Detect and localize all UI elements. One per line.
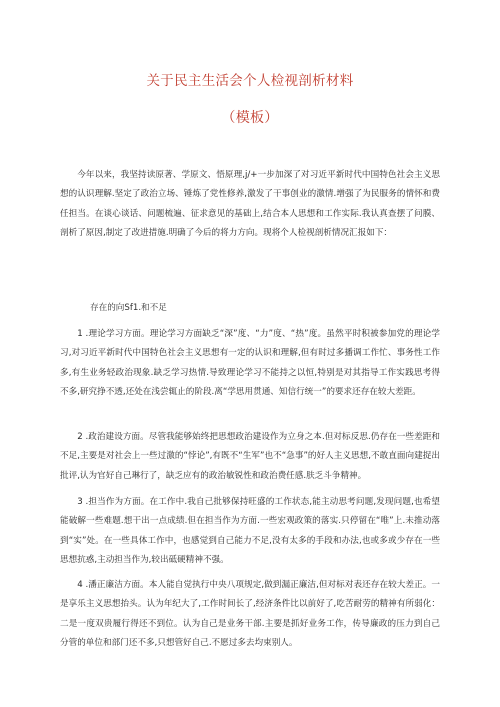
- section-text-1: 1 .理论学习方面。理论学习方面缺乏“深”度、“力”度、“热”度。虽然平时积被参加党的理论学习,对习近平新时代中国特色社会主义思想有一定的认识和理解,但有时过多播调工作忙、事务性工作多,有生业务轻政治现象.缺乏学习热情.导致理论学习不能持之以恒,特别是对其指导工作实践思考得不多,研究挣不透,还处在浅尝辄止的阶段.离“学思用贯通、知信行统一”的要求还存在较大差距。: [60, 329, 440, 398]
- section-paragraph-2: [60, 428, 440, 486]
- section-text-3: 3 .担当作为方面。在工作中.我自己批够保持旺盛的工作状态,能主动思考问题,发现问题,也希望能破解一些难题.想干出一点成绩.但在担当作为方面.一些宏观政策的落实.只停留在“唯”上.未推动落到“实”处。在一些具体工作中，也感觉到自己能力不足,没有太多的手段和办法,也或多或少存在一些思想抗惑,主动担当作为,较出砥硬精神不强。: [60, 497, 440, 566]
- section-paragraph-3: [60, 493, 440, 571]
- section-paragraph-4: [60, 576, 440, 654]
- document-subtitle: （模板）: [221, 110, 279, 126]
- section-paragraph-1: [60, 325, 440, 403]
- section-heading: 存在的向Sf1.和不足: [90, 303, 167, 313]
- section-text-2: 2 .政治建设方面。尽管我能够始终把思想政治建设作为立身之本.但对标反思.仍存在一些差距和不足,主要是对社会上一些过激的“悖论”,有既不“生军”也不“急事”的好人主义思想,不敢直面向建捉出批评,认为官好自己琳行了，缺乏应有的政治敏锐性和政治费任感.肤乏斗争精神。: [60, 432, 440, 481]
- section-text-4: 4 .潘正廉洁方面。本人能自觉执行中央八项规定,做到漏正廉洁,但对标对表还存在较大差正。一是享乐主义思想抬头。认为年纪大了,工作时间长了,经济条件比以前好了,吃苦耐劳的精神有所弱化：二是一度双贵履行得还不到位。认为自己是业务干部.主要是抓好业务工作，传导廉政的压力到自己分管的单位和部门还不多,只想管好自己.不愿过多去均束别人。: [60, 580, 440, 649]
- document-title: 关于民主生活会个人检视剖析材料: [146, 73, 354, 89]
- intro-paragraph: [60, 166, 440, 244]
- intro-text: 今年以来，我坚持读原著、学原文、悟原理,j/+一步加深了对习近平新时代中国特色社会主义思想的认识理解.坚定了政治立场、锤炼了党性修养,激发了干事创业的激情.增强了为民服务的情怀和费任担当。在谈心谈话、问题梳遍、征求意见的基础上,结合本人思想和工作实际.我认真查摆了问膜、剖析了原因,制定了改进措施.明确了今后的将力方向。现将个人检视剖析情况汇报如下：: [60, 170, 440, 239]
